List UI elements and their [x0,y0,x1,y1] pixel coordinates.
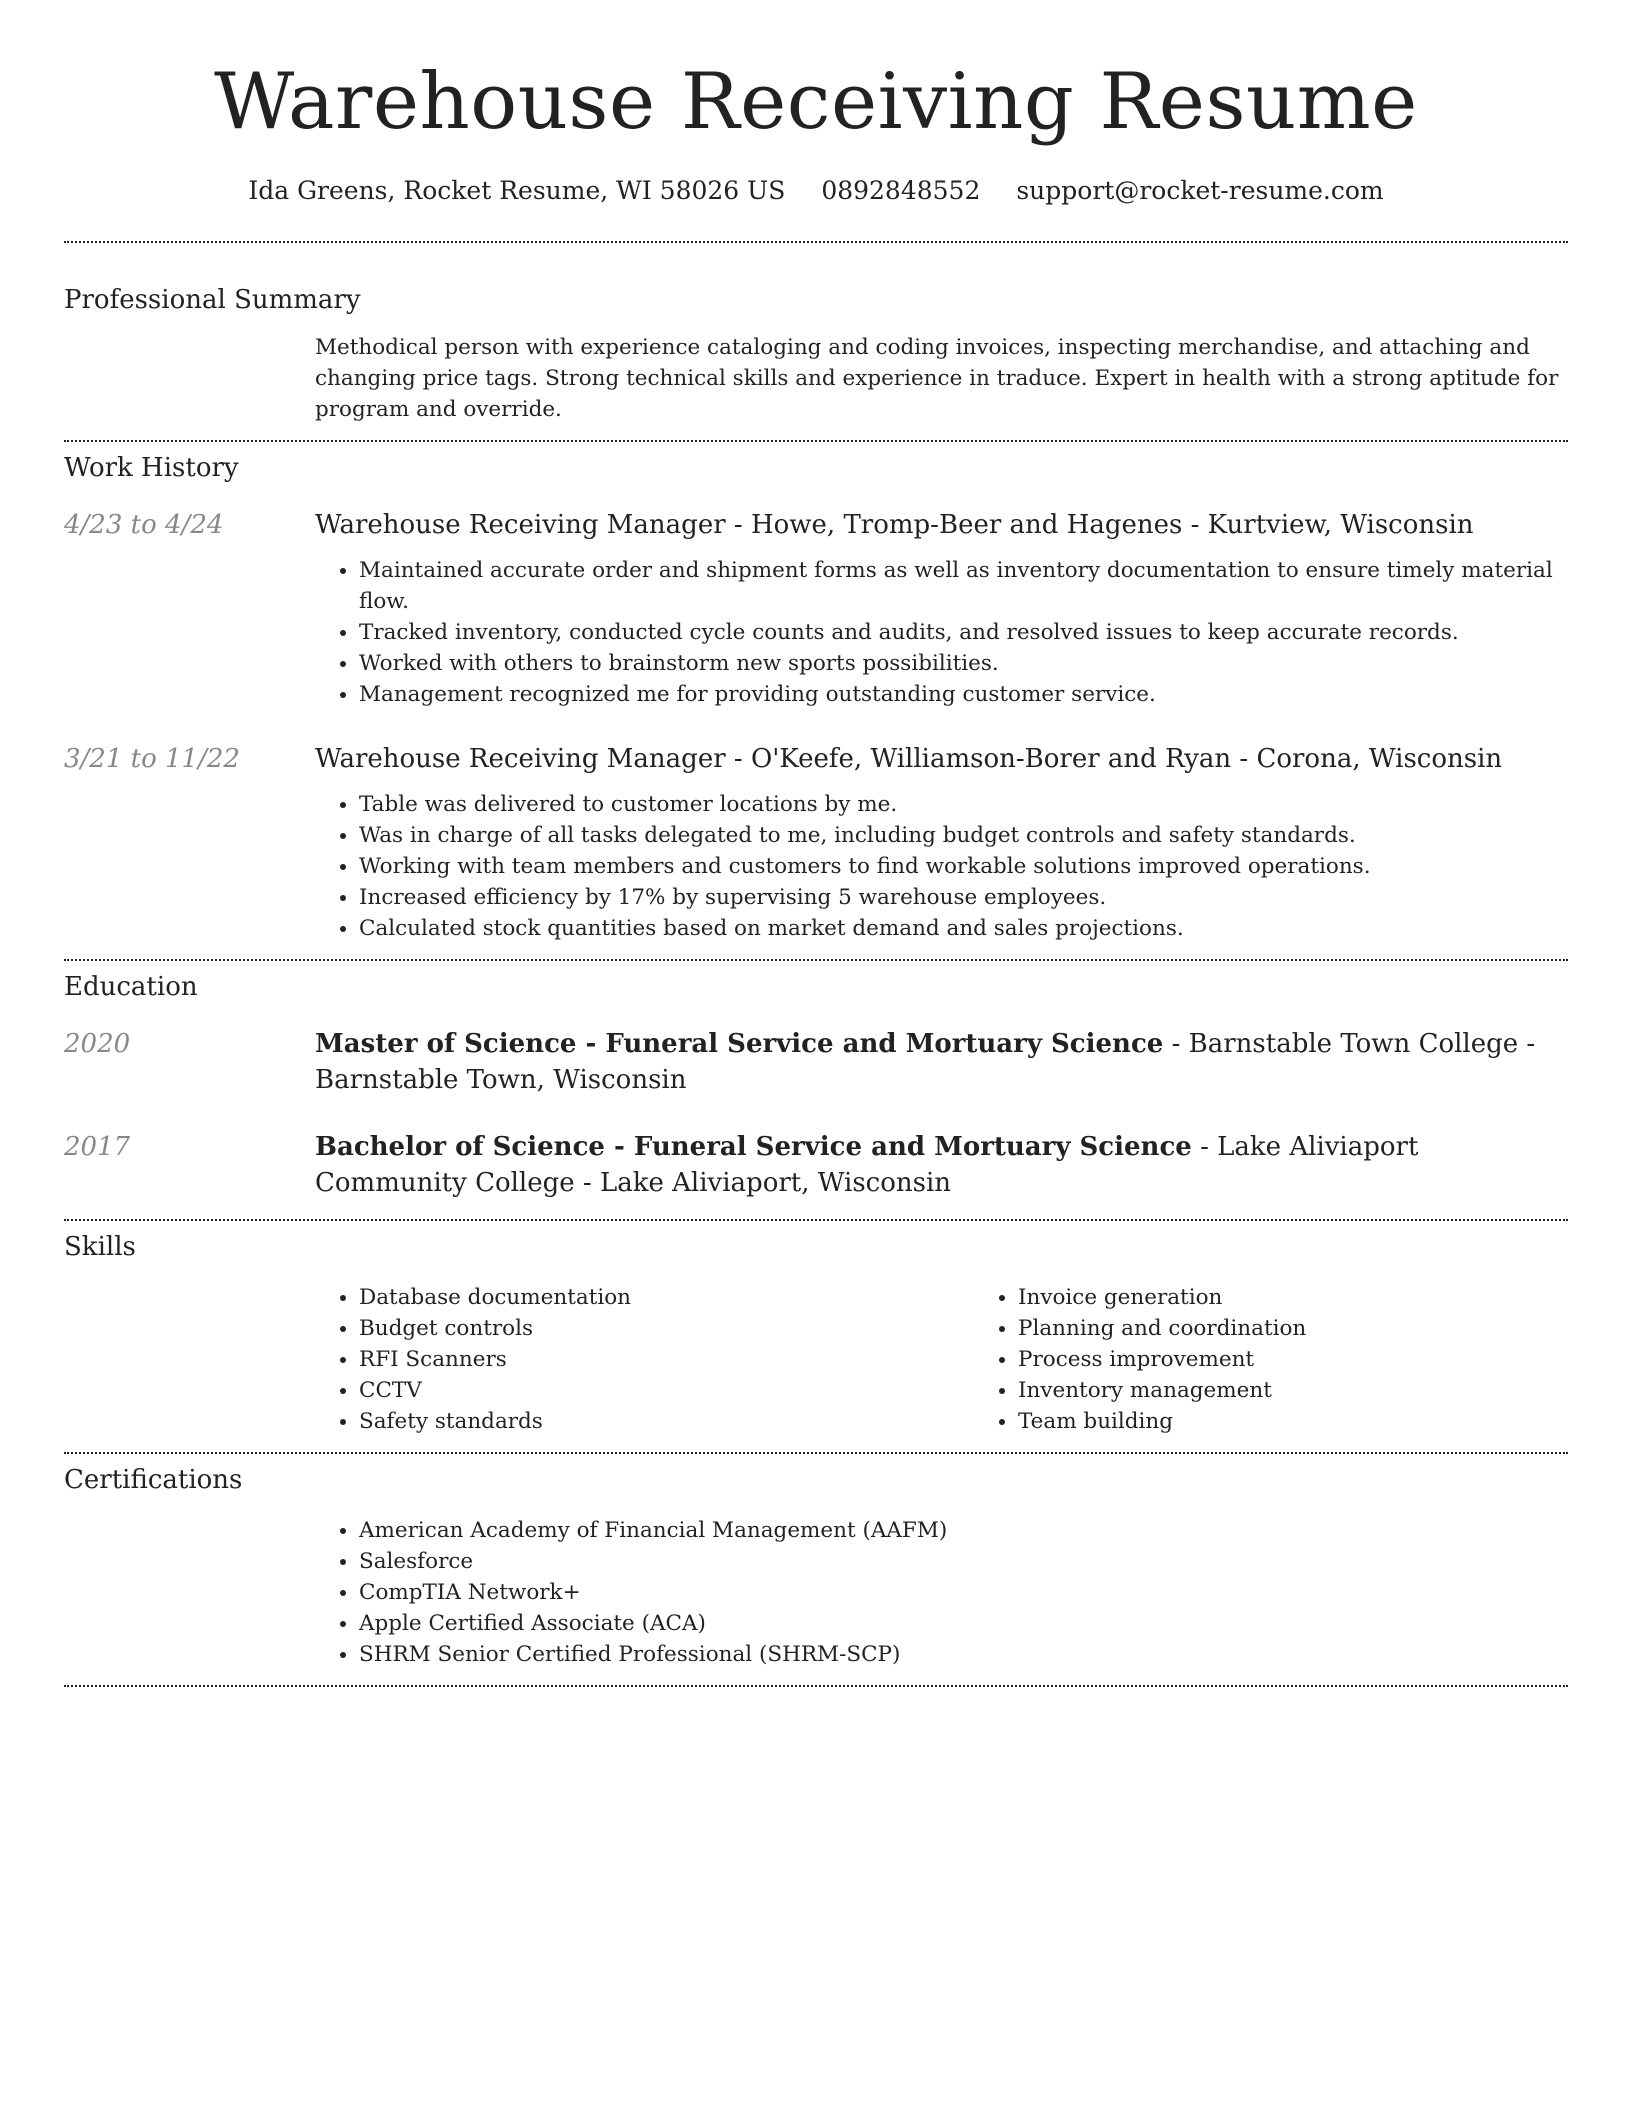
degree: Master of Science - Funeral Service and Mortuary Science [315,1029,1164,1059]
list-item: • Tracked inventory, conducted cycle counts and audits, and resolved issues to keep accurate records. [359,617,1568,648]
list-item: • Working with team members and customers to find workable solutions improved operations. [359,851,1568,882]
job-entry [64,507,1568,710]
certifications-heading: Certifications [64,1465,243,1495]
skills-grid [315,1282,1632,1437]
degree: Bachelor of Science - Funeral Service and Mortuary Science [315,1132,1192,1162]
skills-column [315,1282,974,1437]
education-entry [64,1026,1568,1098]
job-entry [64,741,1568,944]
job-heading [315,741,1568,777]
contact-address: Ida Greens, Rocket Resume, WI 58026 US [248,176,786,205]
list-item: • American Academy of Financial Management (AAFM) [359,1515,1568,1546]
summary-text: Methodical person with experience cataloging and coding invoices, inspecting merchandise, and attaching and changing price tags. Strong technical skills and experience in traduce. Expert in health with a strong aptitude for program and override. [315,335,1559,422]
job-heading [315,507,1568,543]
list-item: • SHRM Senior Certified Professional (SHRM-SCP) [359,1639,1568,1670]
list-item: • Apple Certified Associate (ACA) [359,1608,1568,1639]
list-item: • RFI Scanners [359,1344,974,1375]
list-item: • Table was delivered to customer locations by me. [359,789,1568,820]
certifications-list [315,1515,1568,1670]
work-history-heading: Work History [64,453,239,483]
education-year: 2020 [64,1029,131,1059]
contact-phone: 0892848552 [821,176,981,205]
contact-email: support@rocket-resume.com [1016,176,1384,205]
list-item: • Worked with others to brainstorm new sports possibilities. [359,648,1568,679]
list-item: • Inventory management [1018,1375,1632,1406]
list-item: • Team building [1018,1406,1632,1437]
education-year: 2017 [64,1132,131,1162]
section-divider [64,959,1568,961]
list-item: • Management recognized me for providing outstanding customer service. [359,679,1568,710]
skills-section [64,1230,1568,1437]
summary-section [64,283,1568,425]
section-divider [64,1685,1568,1687]
section-divider [64,1452,1568,1454]
education-heading-line [315,1026,1568,1098]
education-heading-line [315,1129,1568,1201]
certifications-section [64,1463,1568,1670]
job-bullets [315,555,1568,710]
list-item: • Was in charge of all tasks delegated to me, including budget controls and safety standards. [359,820,1568,851]
section-divider [64,1219,1568,1221]
list-item: • Planning and coordination [1018,1313,1632,1344]
list-item: • Safety standards [359,1406,974,1437]
list-item: • Maintained accurate order and shipment forms as well as inventory documentation to ensure timely material flow. [359,555,1568,617]
job-dates: 4/23 to 4/24 [64,510,224,540]
list-item: • Increased efficiency by 17% by supervising 5 warehouse employees. [359,882,1568,913]
list-item: • Invoice generation [1018,1282,1632,1313]
job-employer-location: - Howe, Tromp-Beer and Hagenes - Kurtview, Wisconsin [725,510,1474,540]
list-item: • CompTIA Network+ [359,1577,1568,1608]
list-item: • Calculated stock quantities based on market demand and sales projections. [359,913,1568,944]
section-divider [64,241,1568,243]
education-entry [64,1129,1568,1201]
job-dates: 3/21 to 11/22 [64,744,240,774]
list-item: • Budget controls [359,1313,974,1344]
school-location: - Lake Aliviaport Community College - Lake Aliviaport, Wisconsin [315,1132,1419,1198]
contact-line [64,174,1568,208]
work-history-section [64,451,1568,944]
job-employer-location: - O'Keefe, Williamson-Borer and Ryan - Corona, Wisconsin [725,744,1503,774]
resume-title: Warehouse Receiving Resume [214,57,1418,147]
job-title: Warehouse Receiving Manager [315,744,726,774]
education-heading: Education [64,972,198,1002]
skills-heading: Skills [64,1232,136,1262]
school-location: - Barnstable Town College - Barnstable Town, Wisconsin [315,1029,1536,1095]
list-item: • Process improvement [1018,1344,1632,1375]
education-section [64,970,1568,1201]
section-divider [64,440,1568,442]
list-item: • Database documentation [359,1282,974,1313]
skills-column [974,1282,1632,1437]
job-bullets [315,789,1568,944]
job-title: Warehouse Receiving Manager [315,510,726,540]
resume-page [64,0,1568,1687]
summary-heading: Professional Summary [64,285,361,315]
list-item: • Salesforce [359,1546,1568,1577]
list-item: • CCTV [359,1375,974,1406]
